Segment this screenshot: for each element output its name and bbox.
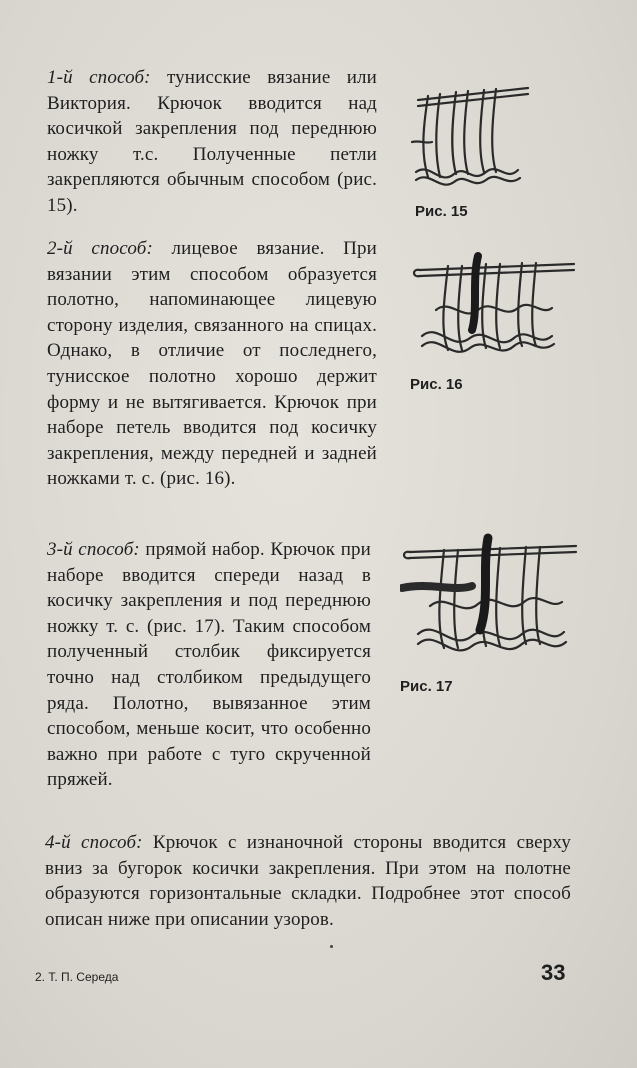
paragraph-method-1 <box>47 65 377 219</box>
method-lead: 4-й способ: <box>45 832 143 853</box>
method-text: лицевое вязание. При вязании этим способом образуется полотно, напоминающее лицевую сторону изделия, связанного на спицах. Однако, в отличие от последнего, тунисское полотно хорошо держит форму и не вытягивается. Крючок при наборе петель вводится под косичку закрепления, между передней и задней ножками т. с. (рис. 16). <box>47 238 377 490</box>
paragraph-method-2 <box>47 236 377 492</box>
print-speck <box>330 945 333 948</box>
page-number: 33 <box>541 960 566 985</box>
crochet-stitch-diagram-icon <box>410 82 535 192</box>
paragraph-method-4 <box>45 830 571 932</box>
method-text: тунисские вязание или Виктория. Крючок вводится над косичкой закрепления под переднюю ножку т.с. Полученные петли закрепляются обычным способом (рис. 15). <box>47 67 377 216</box>
method-text: прямой набор. Крючок при наборе вводится спереди назад в косичку закрепления и под переднюю ножку т. с. (рис. 17). Таким способом полученный столбик фиксируется точно над столбиком предыдущего ряда. Полотно, вывязанное этим способом, меньше косит, что особенно важно при работе с туго скрученной пряжей. <box>47 539 371 791</box>
method-lead: 1-й способ: <box>47 67 151 88</box>
method-lead: 2-й способ: <box>47 238 153 259</box>
paragraph-method-3 <box>47 537 371 793</box>
crochet-hook-diagram-icon <box>400 530 580 670</box>
method-lead: 3-й способ: <box>47 539 140 560</box>
footer-author: 2. Т. П. Середа <box>35 970 119 984</box>
figure-caption: Рис. 17 <box>400 678 453 695</box>
crochet-hook-diagram-icon <box>408 250 578 370</box>
figure-caption: Рис. 16 <box>410 376 463 393</box>
method-text: Крючок с изнаночной стороны вводится сверху вниз за бугорок косички закрепления. При этом на полотне образуются горизонтальные складки. Подробнее этот способ описан ниже при описании узоров. <box>45 832 571 930</box>
figure-caption: Рис. 15 <box>415 203 468 220</box>
